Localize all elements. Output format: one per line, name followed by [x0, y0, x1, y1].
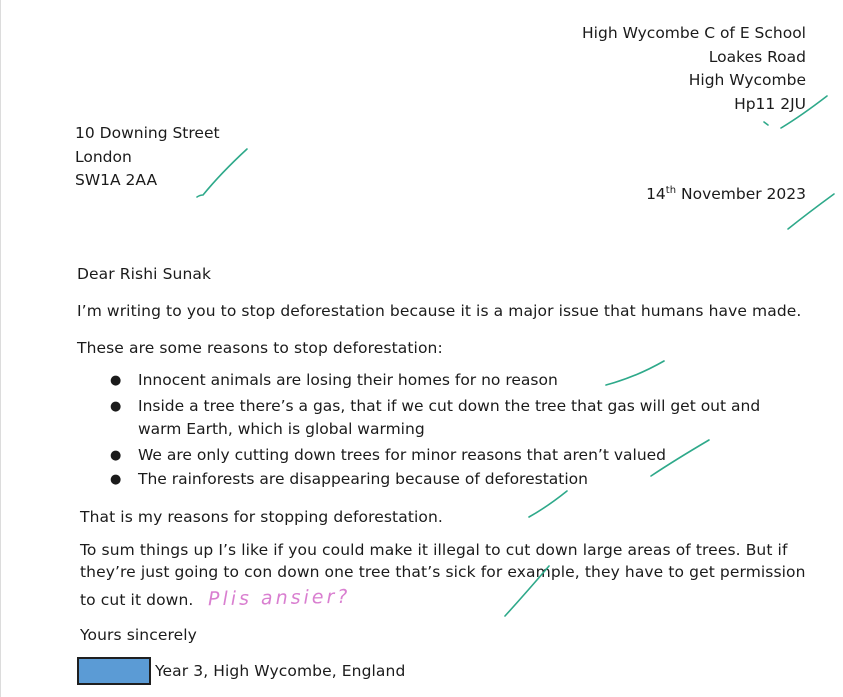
sender-address-line: Loakes Road: [708, 47, 806, 66]
summary-paragraph: That is my reasons for stopping deforestation.: [80, 508, 443, 526]
list-item-text: The rainforests are disappearing because of deforestation: [138, 470, 588, 488]
recipient-address-line: 10 Downing Street: [75, 124, 220, 142]
reasons-list: [108, 369, 798, 492]
recipient-address-line: London: [75, 147, 132, 166]
tick-mark: [764, 122, 768, 125]
date-day: 14: [646, 185, 666, 203]
list-item-text: Inside a tree there’s a gas, that if we cut down the tree that gas will get out and warm Earth, which is global warming: [138, 396, 761, 438]
list-item: [108, 395, 798, 442]
sender-address-line: Hp11 2JU: [734, 94, 806, 113]
recipient-address: [75, 122, 220, 193]
closing-paragraph-line: to cut it down.: [80, 591, 194, 609]
tick-mark: [529, 491, 567, 517]
bullet-dot: ●: [110, 373, 122, 388]
letter-date: [646, 185, 806, 203]
recipient-address-line: SW1A 2AA: [75, 171, 158, 189]
list-item: [108, 468, 798, 492]
teacher-handwritten-note: Plis ansier?: [207, 585, 351, 611]
list-item-text: We are only cutting down trees for minor reasons that aren’t valued: [138, 445, 667, 464]
signature-line: Year 3, High Wycombe, England: [155, 662, 406, 680]
bullet-dot: ●: [110, 447, 122, 463]
bullet-dot: ●: [110, 398, 122, 414]
sender-address: [582, 22, 806, 116]
closing-paragraph-line: they’re just going to con down one tree that’s sick for example, they have to get permission: [80, 563, 806, 581]
sign-off: Yours sincerely: [80, 626, 197, 644]
salutation: Dear Rishi Sunak: [77, 265, 212, 283]
reasons-intro: These are some reasons to stop deforestation:: [77, 339, 443, 357]
date-suffix: th: [665, 184, 677, 196]
date-rest: November 2023: [676, 185, 806, 203]
page-edge: [0, 0, 1, 697]
list-item: [108, 369, 798, 393]
intro-paragraph: I’m writing to you to stop deforestation because it is a major issue that humans have made.: [77, 302, 802, 320]
list-item-text: Innocent animals are losing their homes for no reason: [138, 371, 558, 389]
list-item: [108, 444, 798, 468]
sender-address-line: High Wycombe C of E School: [582, 24, 806, 42]
closing-paragraph-line: To sum things up I’s like if you could make it illegal to cut down large areas of trees. But if: [80, 541, 788, 559]
bullet-dot: ●: [110, 472, 122, 487]
redacted-name-block: [77, 657, 151, 685]
sender-address-line: High Wycombe: [688, 71, 806, 89]
